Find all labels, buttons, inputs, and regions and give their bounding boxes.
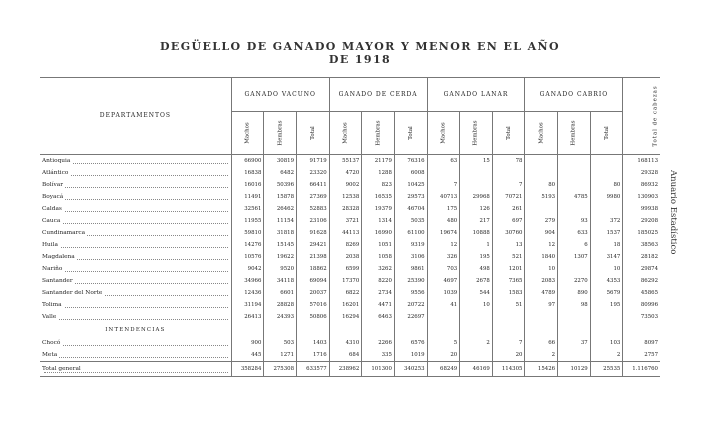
- value-cell: 10888: [460, 227, 493, 239]
- value-cell: 37: [558, 337, 591, 349]
- value-cell: 26413: [231, 311, 264, 323]
- empty-cell: [623, 323, 660, 337]
- value-cell: 6601: [264, 287, 297, 299]
- value-cell: 6463: [362, 311, 395, 323]
- value-cell: [492, 167, 525, 179]
- department-name: Bolívar: [40, 179, 231, 191]
- value-cell: 9980: [590, 191, 623, 203]
- value-cell: 340253: [394, 362, 427, 377]
- value-cell: 101300: [362, 362, 395, 377]
- value-cell: 59810: [231, 227, 264, 239]
- value-cell: 521: [492, 251, 525, 263]
- subheader-cell: Machos: [231, 112, 264, 155]
- value-cell: 23320: [297, 167, 330, 179]
- value-cell: 5193: [525, 191, 558, 203]
- subheader-cell: Machos: [329, 112, 362, 155]
- value-cell: 41: [427, 299, 460, 311]
- value-cell: 10129: [558, 362, 591, 377]
- value-cell: 279: [525, 215, 558, 227]
- value-cell: 326: [427, 251, 460, 263]
- value-cell: 27369: [297, 191, 330, 203]
- group-header: GANADO DE CERDA: [329, 77, 427, 112]
- value-cell: 32561: [231, 203, 264, 215]
- value-cell: 1840: [525, 251, 558, 263]
- value-cell: 697: [492, 215, 525, 227]
- value-cell: 3262: [362, 263, 395, 275]
- empty-cell: [297, 323, 330, 337]
- value-cell: 80: [590, 179, 623, 191]
- value-cell: 25390: [394, 275, 427, 287]
- value-cell: 1: [460, 239, 493, 251]
- value-cell: 195: [590, 299, 623, 311]
- value-cell: 29208: [623, 215, 660, 227]
- value-cell: 97: [525, 299, 558, 311]
- value-cell: 6822: [329, 287, 362, 299]
- value-cell: 6599: [329, 263, 362, 275]
- value-cell: [460, 349, 493, 362]
- table-row: [40, 239, 660, 251]
- department-name: Antioquia: [40, 155, 231, 168]
- intendencias-label: INTENDENCIAS: [105, 327, 166, 333]
- value-cell: 261: [492, 203, 525, 215]
- value-cell: 3106: [394, 251, 427, 263]
- value-cell: 30760: [492, 227, 525, 239]
- empty-cell: [231, 323, 264, 337]
- value-cell: 17370: [329, 275, 362, 287]
- value-cell: 1019: [394, 349, 427, 362]
- value-cell: 9319: [394, 239, 427, 251]
- table-row: [40, 362, 660, 377]
- value-cell: 18: [590, 239, 623, 251]
- value-cell: 498: [460, 263, 493, 275]
- value-cell: 1403: [297, 337, 330, 349]
- table-row: [40, 275, 660, 287]
- empty-cell: [590, 323, 623, 337]
- value-cell: 10: [525, 263, 558, 275]
- slaughter-table: [40, 77, 660, 377]
- department-name: Valle: [40, 311, 231, 323]
- value-cell: 1039: [427, 287, 460, 299]
- value-cell: [427, 167, 460, 179]
- value-cell: 66900: [231, 155, 264, 168]
- table-row: [40, 155, 660, 168]
- value-cell: 10: [460, 299, 493, 311]
- value-cell: 76316: [394, 155, 427, 168]
- value-cell: 8220: [362, 275, 395, 287]
- group-header: GANADO CABRIO: [525, 77, 623, 112]
- value-cell: 4310: [329, 337, 362, 349]
- value-cell: 7: [492, 179, 525, 191]
- value-cell: 10425: [394, 179, 427, 191]
- value-cell: 2266: [362, 337, 395, 349]
- value-cell: 185025: [623, 227, 660, 239]
- value-cell: 19622: [264, 251, 297, 263]
- value-cell: 93: [558, 215, 591, 227]
- value-cell: 195: [460, 251, 493, 263]
- value-cell: 21179: [362, 155, 395, 168]
- value-cell: 51: [492, 299, 525, 311]
- group-header: GANADO LANAR: [427, 77, 525, 112]
- value-cell: 66: [525, 337, 558, 349]
- value-cell: [590, 203, 623, 215]
- table-row: [40, 167, 660, 179]
- table-row: [40, 311, 660, 323]
- value-cell: 9042: [231, 263, 264, 275]
- table-row: [40, 287, 660, 299]
- value-cell: [558, 203, 591, 215]
- value-cell: 70721: [492, 191, 525, 203]
- table-row: [40, 263, 660, 275]
- value-cell: 28828: [264, 299, 297, 311]
- value-cell: 275308: [264, 362, 297, 377]
- value-cell: 86292: [623, 275, 660, 287]
- subheader-cell: Total: [590, 112, 623, 155]
- value-cell: 12: [525, 239, 558, 251]
- value-cell: 50806: [297, 311, 330, 323]
- value-cell: 9002: [329, 179, 362, 191]
- value-cell: 9520: [264, 263, 297, 275]
- subheader-cell: Hembras: [264, 112, 297, 155]
- value-cell: 3147: [590, 251, 623, 263]
- section-row: [40, 323, 660, 337]
- value-cell: 34966: [231, 275, 264, 287]
- value-cell: [558, 179, 591, 191]
- value-cell: 103: [590, 337, 623, 349]
- subheader-cell: Machos: [427, 112, 460, 155]
- value-cell: 175: [427, 203, 460, 215]
- value-cell: 890: [558, 287, 591, 299]
- value-cell: 703: [427, 263, 460, 275]
- department-name: Boyacá: [40, 191, 231, 203]
- empty-cell: [492, 323, 525, 337]
- value-cell: 480: [427, 215, 460, 227]
- department-name: Santander del Norte: [40, 287, 231, 299]
- table-row: [40, 227, 660, 239]
- table-row: [40, 191, 660, 203]
- value-cell: 15145: [264, 239, 297, 251]
- value-cell: 5: [427, 337, 460, 349]
- value-cell: 16838: [231, 167, 264, 179]
- value-cell: 98: [558, 299, 591, 311]
- value-cell: 6576: [394, 337, 427, 349]
- value-cell: 684: [329, 349, 362, 362]
- value-cell: 6008: [394, 167, 427, 179]
- value-cell: 2083: [525, 275, 558, 287]
- value-cell: 20722: [394, 299, 427, 311]
- table-row: [40, 251, 660, 263]
- value-cell: 31194: [231, 299, 264, 311]
- value-cell: 2270: [558, 275, 591, 287]
- value-cell: 26462: [264, 203, 297, 215]
- value-cell: 66411: [297, 179, 330, 191]
- value-cell: 4471: [362, 299, 395, 311]
- value-cell: 63: [427, 155, 460, 168]
- value-cell: 34118: [264, 275, 297, 287]
- value-cell: 99938: [623, 203, 660, 215]
- value-cell: [525, 203, 558, 215]
- value-cell: [460, 311, 493, 323]
- value-cell: 335: [362, 349, 395, 362]
- value-cell: 25535: [590, 362, 623, 377]
- empty-cell: [264, 323, 297, 337]
- value-cell: 4697: [427, 275, 460, 287]
- value-cell: 22697: [394, 311, 427, 323]
- value-cell: 4353: [590, 275, 623, 287]
- value-cell: 7365: [492, 275, 525, 287]
- value-cell: 9861: [394, 263, 427, 275]
- table-row: [40, 337, 660, 349]
- department-name: Atlántico: [40, 167, 231, 179]
- value-cell: 29968: [460, 191, 493, 203]
- subheader-cell: Total: [394, 112, 427, 155]
- value-cell: 12: [427, 239, 460, 251]
- department-name: Santander: [40, 275, 231, 287]
- subheader-cell: Hembras: [362, 112, 395, 155]
- value-cell: 2678: [460, 275, 493, 287]
- value-cell: 633: [558, 227, 591, 239]
- value-cell: 1314: [362, 215, 395, 227]
- subheader-cell: Hembras: [460, 112, 493, 155]
- total-cabezas-header: Total de cabezas: [623, 77, 660, 155]
- value-cell: 8097: [623, 337, 660, 349]
- table-row: [40, 215, 660, 227]
- value-cell: 29573: [394, 191, 427, 203]
- value-cell: 4789: [525, 287, 558, 299]
- value-cell: [558, 311, 591, 323]
- value-cell: 1058: [362, 251, 395, 263]
- value-cell: 15878: [264, 191, 297, 203]
- value-cell: 69094: [297, 275, 330, 287]
- empty-cell: [558, 323, 591, 337]
- department-name: Chocó: [40, 337, 231, 349]
- value-cell: 1051: [362, 239, 395, 251]
- value-cell: [460, 167, 493, 179]
- department-name: Cundinamarca: [40, 227, 231, 239]
- value-cell: 544: [460, 287, 493, 299]
- value-cell: 9556: [394, 287, 427, 299]
- value-cell: 10576: [231, 251, 264, 263]
- value-cell: 503: [264, 337, 297, 349]
- value-cell: 7: [427, 179, 460, 191]
- subheader-cell: Total: [297, 112, 330, 155]
- value-cell: [525, 167, 558, 179]
- value-cell: 61100: [394, 227, 427, 239]
- value-cell: 4720: [329, 167, 362, 179]
- value-cell: 2757: [623, 349, 660, 362]
- value-cell: 6482: [264, 167, 297, 179]
- value-cell: 91719: [297, 155, 330, 168]
- value-cell: [427, 311, 460, 323]
- value-cell: 7: [492, 337, 525, 349]
- value-cell: 6: [558, 239, 591, 251]
- value-cell: 5679: [590, 287, 623, 299]
- value-cell: 21398: [297, 251, 330, 263]
- value-cell: 55137: [329, 155, 362, 168]
- value-cell: [558, 263, 591, 275]
- value-cell: 238962: [329, 362, 362, 377]
- value-cell: 3721: [329, 215, 362, 227]
- value-cell: 16294: [329, 311, 362, 323]
- value-cell: 12436: [231, 287, 264, 299]
- value-cell: 46169: [460, 362, 493, 377]
- value-cell: 18862: [297, 263, 330, 275]
- value-cell: 31818: [264, 227, 297, 239]
- value-cell: 10: [590, 263, 623, 275]
- value-cell: 29421: [297, 239, 330, 251]
- value-cell: 29874: [623, 263, 660, 275]
- value-cell: 38563: [623, 239, 660, 251]
- value-cell: 1201: [492, 263, 525, 275]
- value-cell: 57016: [297, 299, 330, 311]
- value-cell: 16201: [329, 299, 362, 311]
- value-cell: 23106: [297, 215, 330, 227]
- value-cell: 2734: [362, 287, 395, 299]
- value-cell: 28182: [623, 251, 660, 263]
- value-cell: 44113: [329, 227, 362, 239]
- value-cell: 19379: [362, 203, 395, 215]
- value-cell: 80: [525, 179, 558, 191]
- value-cell: [558, 155, 591, 168]
- value-cell: 1716: [297, 349, 330, 362]
- value-cell: [525, 155, 558, 168]
- value-cell: 20: [492, 349, 525, 362]
- value-cell: 4785: [558, 191, 591, 203]
- value-cell: 2: [460, 337, 493, 349]
- value-cell: 16535: [362, 191, 395, 203]
- value-cell: 2038: [329, 251, 362, 263]
- value-cell: 900: [231, 337, 264, 349]
- value-cell: 45865: [623, 287, 660, 299]
- department-name: Huila: [40, 239, 231, 251]
- department-name: Cauca: [40, 215, 231, 227]
- subheader-cell: Hembras: [558, 112, 591, 155]
- subheader-cell: Total: [492, 112, 525, 155]
- value-cell: 1537: [590, 227, 623, 239]
- value-cell: 372: [590, 215, 623, 227]
- value-cell: 823: [362, 179, 395, 191]
- value-cell: 91628: [297, 227, 330, 239]
- value-cell: [590, 155, 623, 168]
- department-name: Meta: [40, 349, 231, 362]
- value-cell: 8269: [329, 239, 362, 251]
- value-cell: 16990: [362, 227, 395, 239]
- department-name: Caldas: [40, 203, 231, 215]
- department-name: Nariño: [40, 263, 231, 275]
- empty-cell: [525, 323, 558, 337]
- table-row: [40, 299, 660, 311]
- value-cell: 20: [427, 349, 460, 362]
- value-cell: 445: [231, 349, 264, 362]
- value-cell: 50396: [264, 179, 297, 191]
- value-cell: 20037: [297, 287, 330, 299]
- side-label: Anuario Estadístico: [668, 170, 678, 255]
- value-cell: 12538: [329, 191, 362, 203]
- value-cell: 168113: [623, 155, 660, 168]
- department-name: Total general: [40, 362, 231, 377]
- value-cell: 16016: [231, 179, 264, 191]
- value-cell: 11955: [231, 215, 264, 227]
- value-cell: 15426: [525, 362, 558, 377]
- empty-cell: [362, 323, 395, 337]
- value-cell: 78: [492, 155, 525, 168]
- empty-cell: [394, 323, 427, 337]
- value-cell: 68249: [427, 362, 460, 377]
- value-cell: [558, 349, 591, 362]
- value-cell: 217: [460, 215, 493, 227]
- page-title: DEGÜELLO DE GANADO MAYOR Y MENOR EN EL AÑO DE 1918: [159, 40, 560, 66]
- group-header: GANADO VACUNO: [231, 77, 329, 112]
- value-cell: 46704: [394, 203, 427, 215]
- value-cell: 904: [525, 227, 558, 239]
- department-name: Tolima: [40, 299, 231, 311]
- value-cell: 11154: [264, 215, 297, 227]
- table-row: [40, 203, 660, 215]
- value-cell: 2: [590, 349, 623, 362]
- value-cell: 1288: [362, 167, 395, 179]
- value-cell: [460, 179, 493, 191]
- value-cell: 1307: [558, 251, 591, 263]
- value-cell: [590, 311, 623, 323]
- value-cell: 633577: [297, 362, 330, 377]
- value-cell: 130903: [623, 191, 660, 203]
- value-cell: 114305: [492, 362, 525, 377]
- department-name: Magdalena: [40, 251, 231, 263]
- value-cell: 28328: [329, 203, 362, 215]
- value-cell: [492, 311, 525, 323]
- table-row: [40, 179, 660, 191]
- value-cell: 11491: [231, 191, 264, 203]
- subheader-cell: Machos: [525, 112, 558, 155]
- table-row: [40, 349, 660, 362]
- value-cell: 1271: [264, 349, 297, 362]
- value-cell: 1583: [492, 287, 525, 299]
- value-cell: 52883: [297, 203, 330, 215]
- value-cell: 14276: [231, 239, 264, 251]
- empty-cell: [427, 323, 460, 337]
- value-cell: 73503: [623, 311, 660, 323]
- value-cell: 80996: [623, 299, 660, 311]
- value-cell: [525, 311, 558, 323]
- value-cell: 24393: [264, 311, 297, 323]
- value-cell: [590, 167, 623, 179]
- value-cell: 86932: [623, 179, 660, 191]
- departamentos-header: DEPARTAMENTOS: [40, 77, 231, 155]
- value-cell: [558, 167, 591, 179]
- value-cell: 13: [492, 239, 525, 251]
- value-cell: 126: [460, 203, 493, 215]
- value-cell: 30819: [264, 155, 297, 168]
- value-cell: 15: [460, 155, 493, 168]
- value-cell: 5035: [394, 215, 427, 227]
- empty-cell: [460, 323, 493, 337]
- value-cell: 1.116760: [623, 362, 660, 377]
- empty-cell: [329, 323, 362, 337]
- value-cell: 358284: [231, 362, 264, 377]
- value-cell: 40713: [427, 191, 460, 203]
- value-cell: 19674: [427, 227, 460, 239]
- value-cell: 2: [525, 349, 558, 362]
- value-cell: 29328: [623, 167, 660, 179]
